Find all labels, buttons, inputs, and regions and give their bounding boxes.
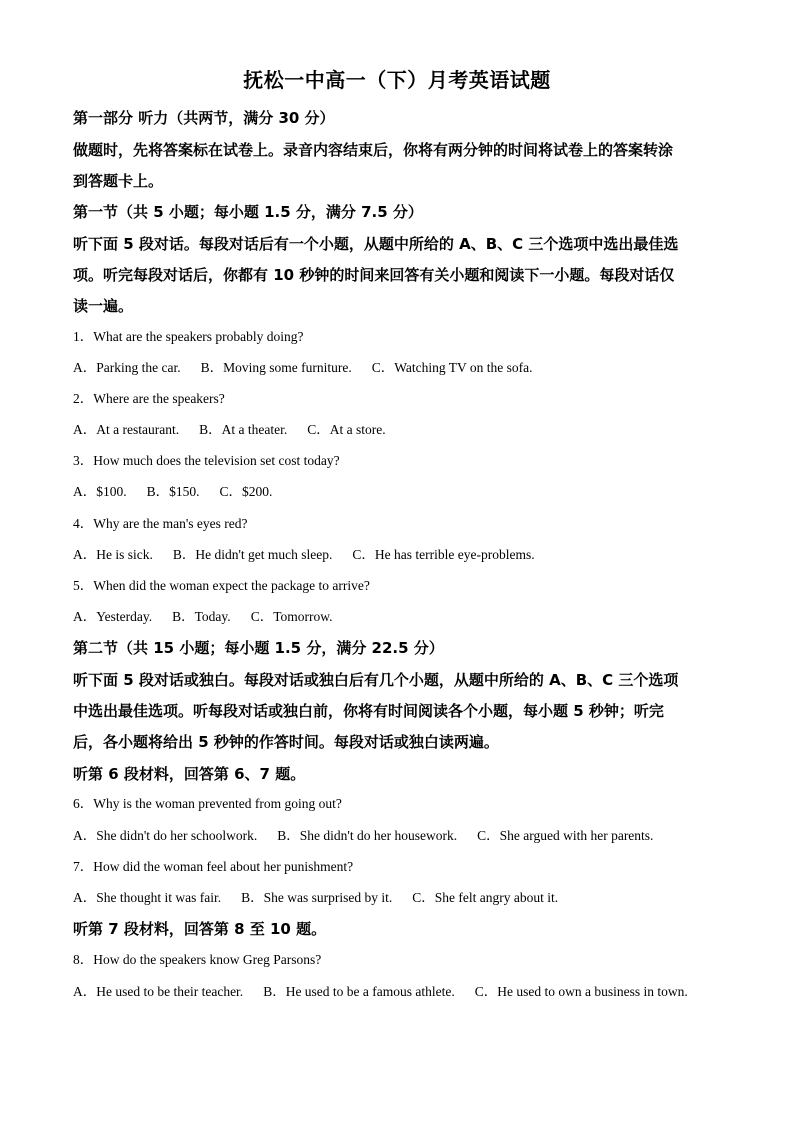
option-a: A．Parking the car. xyxy=(73,360,181,375)
section2-instruction-3: 后，各小题将给出 5 秒钟的作答时间。每段对话或独白读两遍。 xyxy=(73,733,499,751)
option-c: C．She argued with her parents. xyxy=(477,828,654,843)
option-b: B．Today. xyxy=(172,609,231,624)
question-stem: 1．What are the speakers probably doing? xyxy=(73,329,304,344)
option-a: A．He is sick. xyxy=(73,547,153,562)
section2-instruction-2: 中选出最佳选项。听每段对话或独白前，你将有时间阅读各个小题，每小题 5 秒钟；听完 xyxy=(73,702,664,720)
option-b: B．He didn't get much sleep. xyxy=(172,547,333,562)
question-options xyxy=(73,827,723,845)
section1-instruction-1: 听下面 5 段对话。每段对话后有一个小题，从题中所给的 A、B、C 三个选项中选出最佳选 xyxy=(73,235,679,253)
option-b: B．At a theater. xyxy=(199,422,288,437)
option-c: C．Tomorrow. xyxy=(250,609,333,624)
option-b: B．She was surprised by it. xyxy=(241,890,393,905)
option-b: B．She didn't do her housework. xyxy=(277,828,458,843)
question-options xyxy=(73,546,723,564)
option-c: C．Watching TV on the sofa. xyxy=(371,360,533,375)
option-c: C．He has terrible eye-problems. xyxy=(352,547,535,562)
option-a: A．Yesterday. xyxy=(73,609,153,624)
question-stem: 7．How did the woman feel about her punishment? xyxy=(73,859,354,874)
option-c: C．He used to own a business in town. xyxy=(474,984,688,999)
material-7-heading: 听第 7 段材料，回答第 8 至 10 题。 xyxy=(73,920,327,938)
question-stem: 5．When did the woman expect the package to arrive? xyxy=(73,578,370,593)
section2-heading: 第二节（共 15 小题；每小题 1.5 分，满分 22.5 分） xyxy=(73,639,444,657)
intro-line-2: 到答题卡上。 xyxy=(73,172,164,190)
question-stem: 6．Why is the woman prevented from going out? xyxy=(73,796,342,811)
option-c: C．At a store. xyxy=(307,422,386,437)
page-title: 抚松一中高一（下）月考英语试题 xyxy=(243,68,551,92)
question-stem: 4．Why are the man's eyes red? xyxy=(73,516,248,531)
option-a: A．At a restaurant. xyxy=(73,422,180,437)
section1-instruction-2: 项。听完每段对话后，你都有 10 秒钟的时间来回答有关小题和阅读下一小题。每段对话仅 xyxy=(73,266,675,284)
question-stem: 2．Where are the speakers? xyxy=(73,391,225,406)
option-c: C．She felt angry about it. xyxy=(412,890,559,905)
question-stem: 8．How do the speakers know Greg Parsons? xyxy=(73,952,322,967)
option-a: A．He used to be their teacher. xyxy=(73,984,244,999)
question-options xyxy=(73,421,723,439)
question-options xyxy=(73,889,723,907)
option-a: A．$100. xyxy=(73,484,127,499)
question-options xyxy=(73,983,723,1001)
option-b: B．Moving some furniture. xyxy=(200,360,352,375)
question-options xyxy=(73,608,723,626)
option-b: B．He used to be a famous athlete. xyxy=(263,984,455,999)
section1-instruction-3: 读一遍。 xyxy=(73,297,134,315)
material-6-heading: 听第 6 段材料，回答第 6、7 题。 xyxy=(73,765,306,783)
question-stem: 3．How much does the television set cost today? xyxy=(73,453,340,468)
option-c: C．$200. xyxy=(219,484,273,499)
option-b: B．$150. xyxy=(146,484,200,499)
question-options xyxy=(73,359,723,377)
option-a: A．She didn't do her schoolwork. xyxy=(73,828,258,843)
intro-line-1: 做题时，先将答案标在试卷上。录音内容结束后，你将有两分钟的时间将试卷上的答案转涂 xyxy=(73,141,674,159)
section2-instruction-1: 听下面 5 段对话或独白。每段对话或独白后有几个小题，从题中所给的 A、B、C 三个选项 xyxy=(73,671,679,689)
section1-heading: 第一节（共 5 小题；每小题 1.5 分，满分 7.5 分） xyxy=(73,203,423,221)
option-a: A．She thought it was fair. xyxy=(73,890,222,905)
question-options xyxy=(73,483,723,501)
part1-heading: 第一部分 听力（共两节，满分 30 分） xyxy=(73,109,335,127)
